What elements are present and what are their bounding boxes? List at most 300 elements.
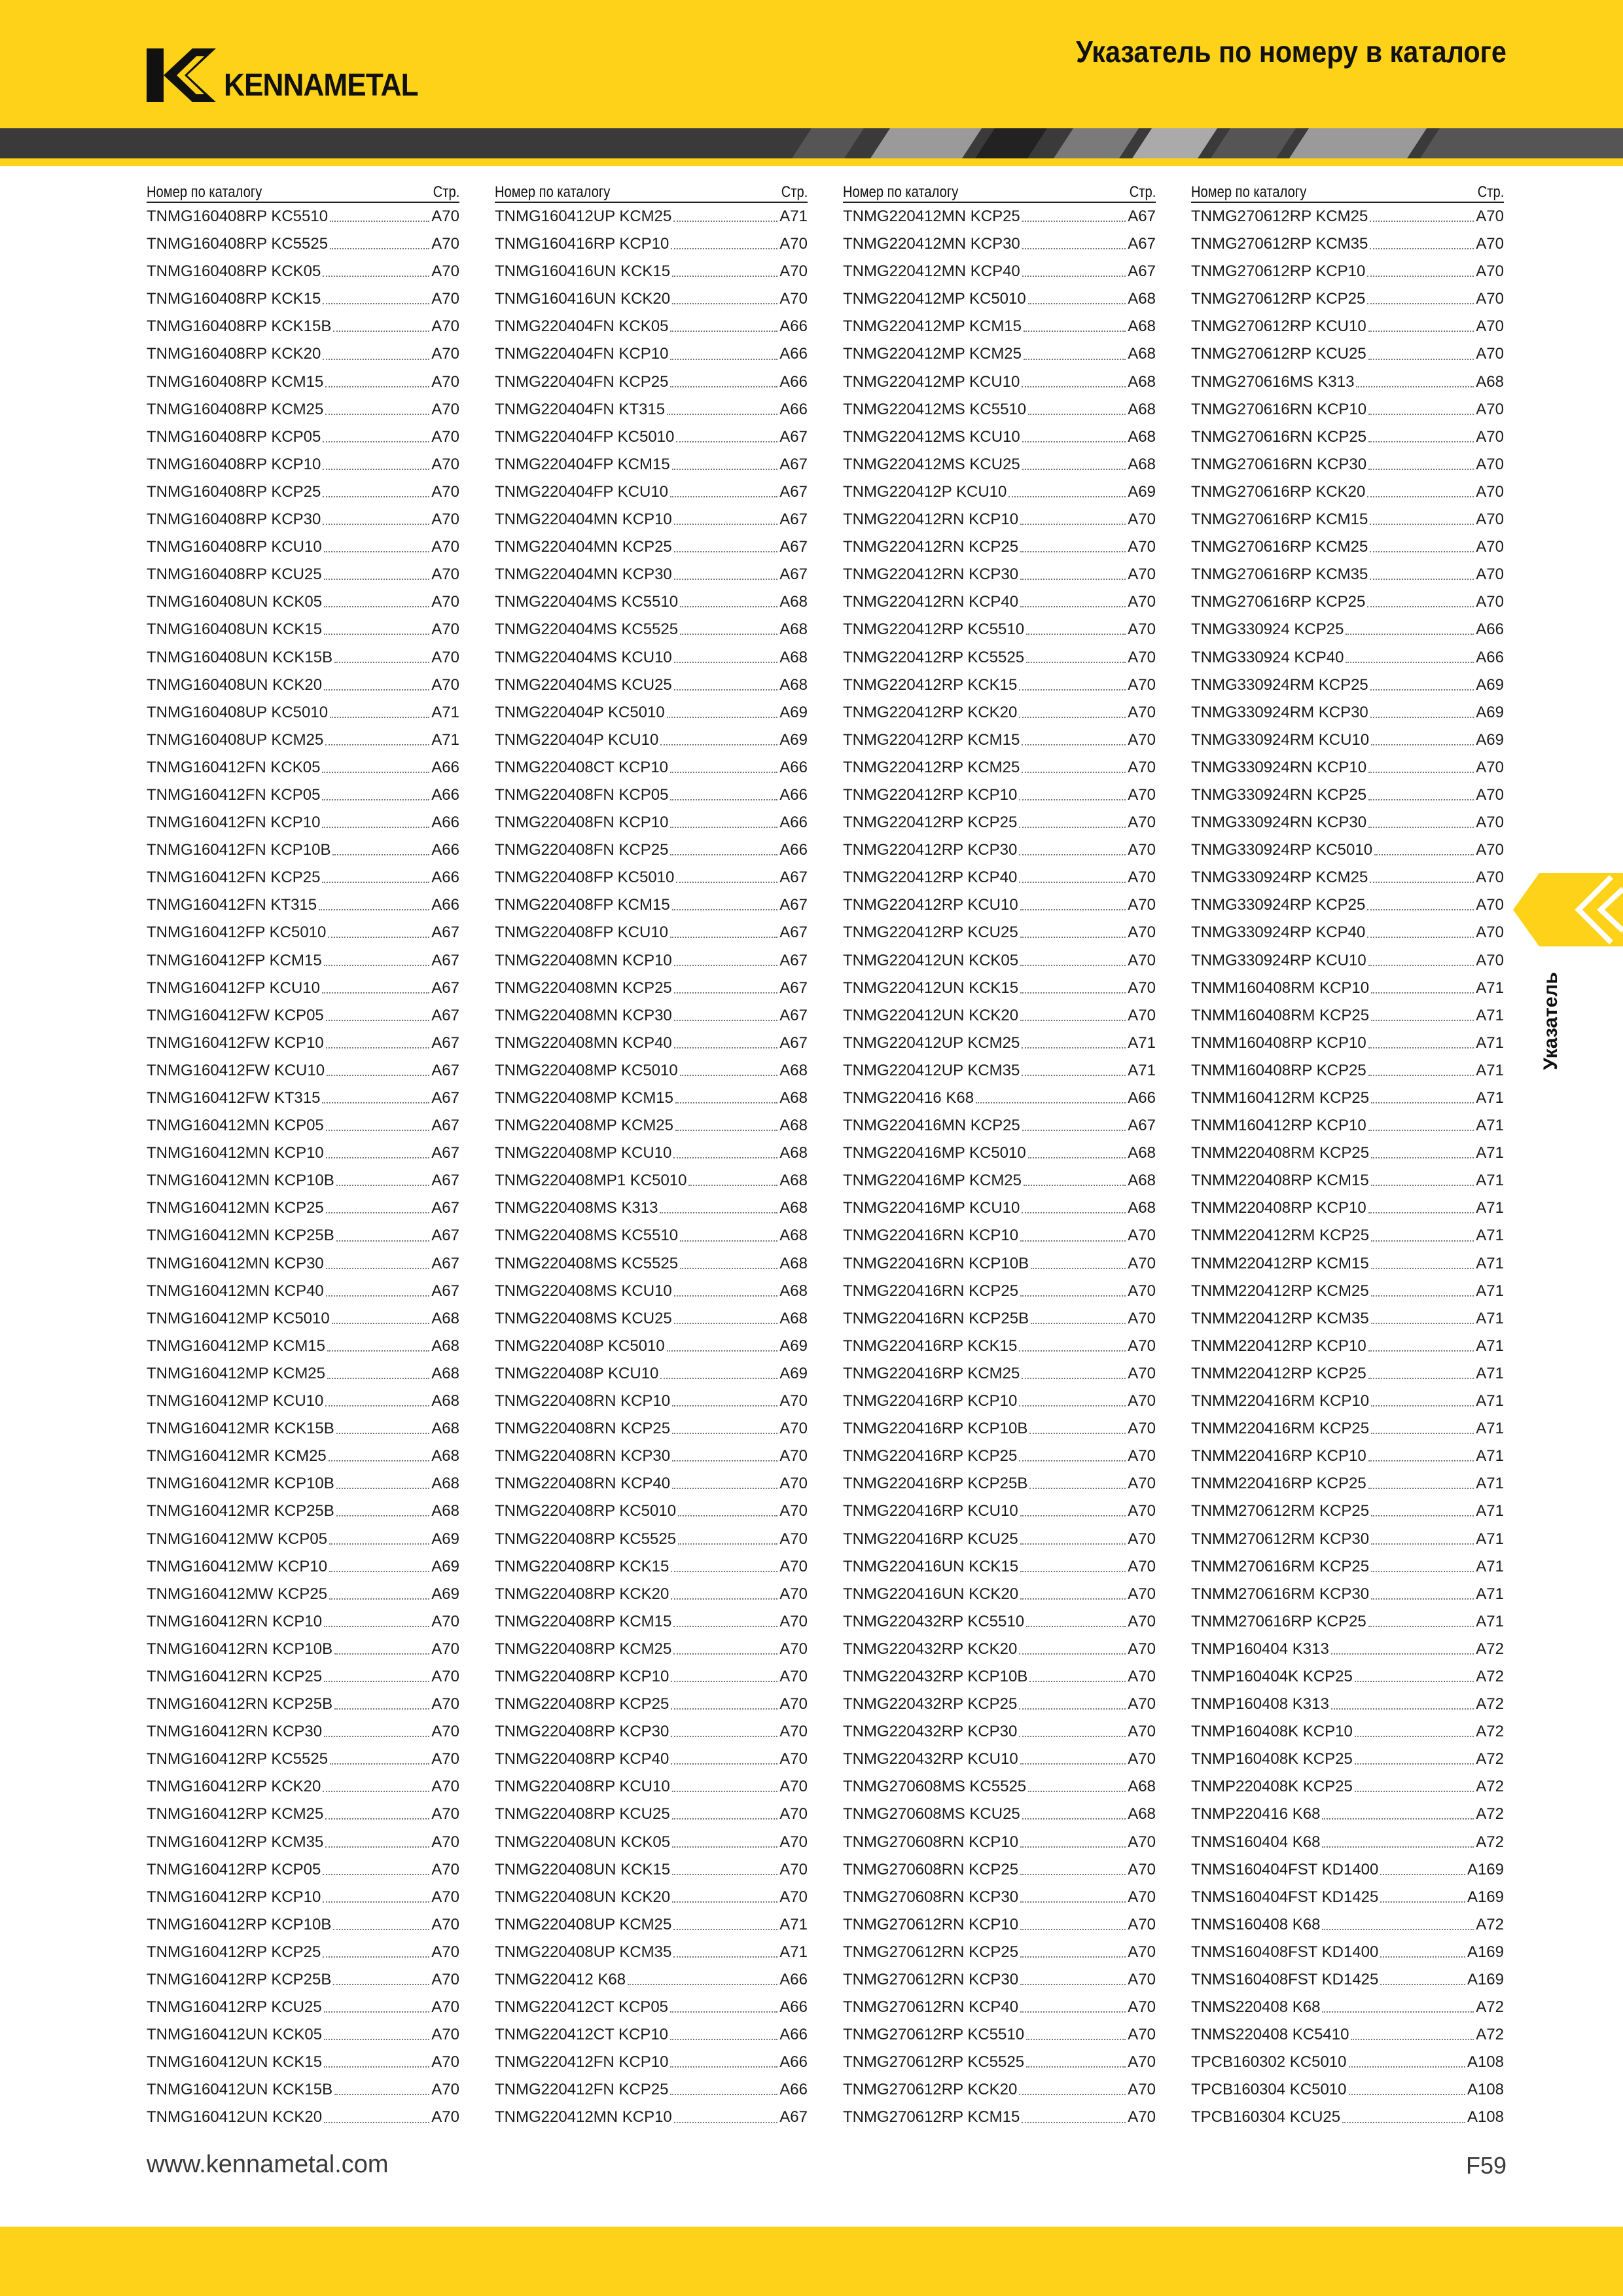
page-reference[interactable]: A70 xyxy=(1128,1364,1156,1382)
page-reference[interactable]: A70 xyxy=(779,1805,808,1823)
page-reference[interactable]: A70 xyxy=(431,620,459,639)
page-reference[interactable]: A70 xyxy=(779,1640,808,1658)
page-reference[interactable]: A70 xyxy=(1476,951,1504,969)
page-reference[interactable]: A66 xyxy=(1128,1089,1156,1107)
page-reference[interactable]: A67 xyxy=(431,1144,459,1162)
catalog-number: TNMG330924RM KCU10 xyxy=(1191,730,1370,749)
page-reference[interactable]: A70 xyxy=(1128,565,1156,584)
page-reference[interactable]: A71 xyxy=(1476,1089,1504,1107)
page-reference[interactable]: A67 xyxy=(779,896,808,914)
page-reference[interactable]: A70 xyxy=(431,2053,459,2072)
page-reference[interactable]: A70 xyxy=(1476,400,1504,418)
page-reference[interactable]: A70 xyxy=(1128,538,1156,556)
page-reference[interactable]: A70 xyxy=(779,1695,808,1713)
page-reference[interactable]: A67 xyxy=(1128,1117,1156,1135)
page-reference[interactable]: A68 xyxy=(779,1282,808,1300)
page-reference[interactable]: A66 xyxy=(779,1971,808,1988)
index-entry xyxy=(147,1581,459,1608)
page-reference[interactable]: A66 xyxy=(779,372,808,391)
catalog-number: TNMG270616MS K313 xyxy=(1191,372,1355,391)
page-reference[interactable]: A70 xyxy=(779,1860,808,1878)
page-reference[interactable]: A68 xyxy=(431,1336,459,1355)
page-reference[interactable]: A70 xyxy=(779,1475,808,1493)
page-reference[interactable]: A72 xyxy=(1476,1778,1504,1796)
page-reference[interactable]: A70 xyxy=(1476,785,1504,804)
page-reference[interactable]: A70 xyxy=(1476,593,1504,611)
page-reference[interactable]: A70 xyxy=(1128,1420,1156,1438)
page-reference[interactable]: A72 xyxy=(1476,1723,1504,1741)
page-reference[interactable]: A66 xyxy=(779,841,808,859)
page-reference[interactable]: A67 xyxy=(431,1006,459,1024)
page-reference[interactable]: A68 xyxy=(431,1502,459,1520)
page-reference[interactable]: A71 xyxy=(1128,1033,1156,1052)
page-reference[interactable]: A70 xyxy=(431,207,459,225)
page-reference[interactable]: A66 xyxy=(779,317,808,336)
page-reference[interactable]: A72 xyxy=(1476,1833,1504,1851)
page-reference[interactable]: A71 xyxy=(1476,1282,1504,1300)
page-reference[interactable]: A71 xyxy=(1476,1557,1504,1575)
page-reference[interactable]: A66 xyxy=(431,841,459,859)
page-reference[interactable]: A70 xyxy=(779,1420,808,1438)
page-reference[interactable]: A68 xyxy=(779,1309,808,1327)
page-reference[interactable]: A70 xyxy=(431,1667,459,1685)
page-reference[interactable]: A68 xyxy=(431,1420,459,1438)
page-reference[interactable]: A70 xyxy=(431,235,459,253)
page-reference[interactable]: A70 xyxy=(431,1998,459,2017)
page-reference[interactable]: A66 xyxy=(431,758,459,776)
page-reference[interactable]: A70 xyxy=(431,455,459,473)
page-reference[interactable]: A69 xyxy=(431,1557,459,1575)
page-reference[interactable]: A68 xyxy=(431,1475,459,1493)
page-reference[interactable]: A70 xyxy=(431,1750,459,1768)
page-reference[interactable]: A71 xyxy=(431,703,459,721)
page-reference[interactable]: A70 xyxy=(431,1915,459,1933)
page-reference[interactable]: A67 xyxy=(779,1006,808,1024)
catalog-number: TNMG220404FN KCP25 xyxy=(495,372,669,391)
dot-leader xyxy=(324,2066,429,2068)
page-reference[interactable]: A71 xyxy=(1476,1447,1504,1465)
index-entry xyxy=(147,533,459,561)
page-reference[interactable]: A68 xyxy=(779,1061,808,1079)
page-reference[interactable]: A70 xyxy=(1128,703,1156,721)
page-reference[interactable]: A72 xyxy=(1476,2026,1504,2044)
page-reference[interactable]: A66 xyxy=(779,2053,808,2072)
page-reference[interactable]: A70 xyxy=(1128,1006,1156,1024)
page-reference[interactable]: A69 xyxy=(1128,482,1156,501)
page-reference[interactable]: A70 xyxy=(431,1833,459,1851)
page-reference[interactable]: A67 xyxy=(779,869,808,887)
page-reference[interactable]: A70 xyxy=(431,427,459,446)
page-reference[interactable]: A70 xyxy=(1128,511,1156,529)
page-reference[interactable]: A70 xyxy=(1128,1502,1156,1520)
page-reference[interactable]: A70 xyxy=(1476,538,1504,556)
page-reference[interactable]: A70 xyxy=(1476,896,1504,914)
page-reference[interactable]: A70 xyxy=(1128,620,1156,639)
page-reference[interactable]: A67 xyxy=(779,455,808,473)
page-reference[interactable]: A68 xyxy=(1128,455,1156,473)
page-reference[interactable]: A70 xyxy=(1128,1309,1156,1327)
page-reference[interactable]: A68 xyxy=(1128,290,1156,308)
page-reference[interactable]: A72 xyxy=(1476,1915,1504,1933)
page-reference[interactable]: A70 xyxy=(431,675,459,694)
page-reference[interactable]: A70 xyxy=(1476,841,1504,859)
page-reference[interactable]: A71 xyxy=(1476,1502,1504,1520)
page-reference[interactable]: A70 xyxy=(1128,1943,1156,1961)
page-reference[interactable]: A108 xyxy=(1467,2108,1504,2126)
page-reference[interactable]: A67 xyxy=(431,1172,459,1190)
page-reference[interactable]: A68 xyxy=(779,1117,808,1135)
page-reference[interactable]: A68 xyxy=(779,1144,808,1162)
page-reference[interactable]: A68 xyxy=(779,1254,808,1272)
page-reference[interactable]: A70 xyxy=(1128,1640,1156,1658)
page-reference[interactable]: A71 xyxy=(1476,1585,1504,1603)
page-reference[interactable]: A66 xyxy=(779,1998,808,2017)
page-reference[interactable]: A67 xyxy=(779,538,808,556)
page-reference[interactable]: A70 xyxy=(1128,1336,1156,1355)
page-reference[interactable]: A70 xyxy=(431,2081,459,2099)
page-reference[interactable]: A66 xyxy=(779,400,808,418)
page-reference[interactable]: A70 xyxy=(1128,730,1156,749)
page-reference[interactable]: A68 xyxy=(779,620,808,639)
index-entry xyxy=(495,864,808,891)
page-reference[interactable]: A68 xyxy=(779,675,808,694)
page-reference[interactable]: A70 xyxy=(779,1530,808,1548)
page-reference[interactable]: A69 xyxy=(1476,730,1504,749)
dot-leader xyxy=(1368,1212,1474,1213)
page-reference[interactable]: A70 xyxy=(431,1695,459,1713)
page-reference[interactable]: A69 xyxy=(431,1530,459,1548)
section-tab-label[interactable] xyxy=(1531,969,1571,1073)
page-reference[interactable]: A68 xyxy=(1128,1199,1156,1217)
page-reference[interactable]: A70 xyxy=(1476,924,1504,942)
page-reference[interactable]: A68 xyxy=(779,593,808,611)
page-reference[interactable]: A70 xyxy=(1476,869,1504,887)
page-reference[interactable]: A70 xyxy=(1476,317,1504,336)
page-reference[interactable]: A67 xyxy=(431,1089,459,1107)
index-entry xyxy=(1191,781,1504,809)
page-reference[interactable]: A70 xyxy=(1128,1915,1156,1933)
page-reference[interactable]: A71 xyxy=(1476,1254,1504,1272)
page-reference[interactable]: A68 xyxy=(779,1227,808,1245)
page-reference[interactable]: A70 xyxy=(431,317,459,336)
page-reference[interactable]: A66 xyxy=(431,814,459,832)
page-reference[interactable]: A70 xyxy=(431,648,459,666)
page-reference[interactable]: A68 xyxy=(1128,1805,1156,1823)
page-reference[interactable]: A70 xyxy=(1128,758,1156,776)
page-reference[interactable]: A70 xyxy=(431,345,459,363)
page-reference[interactable]: A68 xyxy=(1128,1144,1156,1162)
page-reference[interactable]: A70 xyxy=(779,1667,808,1685)
page-reference[interactable]: A66 xyxy=(1476,648,1504,666)
page-reference[interactable]: A70 xyxy=(431,1888,459,1906)
page-reference[interactable]: A70 xyxy=(431,1778,459,1796)
page-reference[interactable]: A67 xyxy=(779,482,808,501)
page-reference[interactable]: A70 xyxy=(779,1585,808,1603)
page-reference[interactable]: A70 xyxy=(1476,814,1504,832)
page-reference[interactable]: A67 xyxy=(431,1254,459,1272)
page-reference[interactable]: A70 xyxy=(1128,1475,1156,1493)
page-reference[interactable]: A71 xyxy=(779,1915,808,1933)
page-reference[interactable]: A70 xyxy=(1128,841,1156,859)
page-reference[interactable]: A70 xyxy=(1476,345,1504,363)
page-reference[interactable]: A66 xyxy=(431,896,459,914)
page-reference[interactable]: A70 xyxy=(431,538,459,556)
index-entry xyxy=(495,1415,808,1443)
page-reference[interactable]: A67 xyxy=(1128,235,1156,253)
page-reference[interactable]: A70 xyxy=(1128,1557,1156,1575)
page-reference[interactable]: A70 xyxy=(431,565,459,584)
page-reference[interactable]: A70 xyxy=(779,290,808,308)
page-reference[interactable]: A68 xyxy=(779,1089,808,1107)
page-reference[interactable]: A71 xyxy=(1476,1364,1504,1382)
page-reference[interactable]: A70 xyxy=(1128,1833,1156,1851)
page-reference[interactable]: A70 xyxy=(779,1833,808,1851)
page-reference[interactable]: A68 xyxy=(1476,372,1504,391)
page-reference[interactable]: A66 xyxy=(779,785,808,804)
dot-leader xyxy=(670,496,777,497)
page-reference[interactable]: A70 xyxy=(431,2108,459,2126)
page-reference[interactable]: A70 xyxy=(1128,593,1156,611)
page-reference[interactable]: A70 xyxy=(779,1447,808,1465)
page-reference[interactable]: A70 xyxy=(1128,1227,1156,1245)
page-reference[interactable]: A70 xyxy=(431,482,459,501)
page-reference[interactable]: A70 xyxy=(1128,1998,1156,2017)
page-reference[interactable]: A70 xyxy=(1128,1860,1156,1878)
page-reference[interactable]: A69 xyxy=(1476,703,1504,721)
page-reference[interactable]: A169 xyxy=(1467,1888,1504,1906)
page-reference[interactable]: A67 xyxy=(1128,207,1156,225)
page-reference[interactable]: A71 xyxy=(1476,1199,1504,1217)
page-reference[interactable]: A71 xyxy=(431,730,459,749)
page-reference[interactable]: A70 xyxy=(1128,675,1156,694)
page-reference[interactable]: A72 xyxy=(1476,1805,1504,1823)
page-reference[interactable]: A71 xyxy=(1476,1475,1504,1493)
page-reference[interactable]: A70 xyxy=(779,235,808,253)
page-reference[interactable]: A70 xyxy=(431,372,459,391)
footer-url[interactable]: www.kennametal.com xyxy=(147,2151,389,2178)
page-reference[interactable]: A71 xyxy=(779,207,808,225)
page-reference[interactable]: A69 xyxy=(779,703,808,721)
page-reference[interactable]: A70 xyxy=(1128,869,1156,887)
page-reference[interactable]: A71 xyxy=(1476,1144,1504,1162)
page-reference[interactable]: A70 xyxy=(431,2026,459,2044)
page-reference[interactable]: A70 xyxy=(1128,2081,1156,2099)
dot-leader xyxy=(1024,331,1126,332)
page-reference[interactable]: A70 xyxy=(1128,951,1156,969)
page-reference[interactable]: A72 xyxy=(1476,1998,1504,2017)
page-reference[interactable]: A108 xyxy=(1467,2053,1504,2072)
page-reference[interactable]: A69 xyxy=(779,1364,808,1382)
page-reference[interactable]: A71 xyxy=(1476,1392,1504,1410)
page-reference[interactable]: A67 xyxy=(779,1033,808,1052)
page-reference[interactable]: A66 xyxy=(1476,620,1504,639)
page-reference[interactable]: A71 xyxy=(1476,1612,1504,1630)
page-reference[interactable]: A67 xyxy=(779,565,808,584)
page-reference[interactable]: A70 xyxy=(1128,978,1156,997)
page-reference[interactable]: A70 xyxy=(431,290,459,308)
page-reference[interactable]: A67 xyxy=(431,924,459,942)
page-reference[interactable]: A169 xyxy=(1467,1971,1504,1988)
page-reference[interactable]: A67 xyxy=(431,1117,459,1135)
page-reference[interactable]: A71 xyxy=(1476,1006,1504,1024)
page-reference[interactable]: A70 xyxy=(1128,924,1156,942)
page-reference[interactable]: A70 xyxy=(779,1392,808,1410)
page-reference[interactable]: A70 xyxy=(1128,1723,1156,1741)
page-reference[interactable]: A68 xyxy=(431,1364,459,1382)
page-reference[interactable]: A70 xyxy=(1128,785,1156,804)
page-reference[interactable]: A70 xyxy=(1128,1667,1156,1685)
page-reference[interactable]: A71 xyxy=(1476,1172,1504,1190)
page-reference[interactable]: A66 xyxy=(779,2026,808,2044)
page-reference[interactable]: A70 xyxy=(1128,1750,1156,1768)
page-reference[interactable]: A70 xyxy=(431,1723,459,1741)
page-reference[interactable]: A71 xyxy=(1476,978,1504,997)
page-reference[interactable]: A66 xyxy=(779,2081,808,2099)
page-reference[interactable]: A69 xyxy=(779,730,808,749)
page-reference[interactable]: A70 xyxy=(431,400,459,418)
page-reference[interactable]: A67 xyxy=(431,1282,459,1300)
page-reference[interactable]: A169 xyxy=(1467,1860,1504,1878)
page-reference[interactable]: A70 xyxy=(1476,427,1504,446)
page-reference[interactable]: A67 xyxy=(431,978,459,997)
page-reference[interactable]: A68 xyxy=(779,648,808,666)
page-reference[interactable]: A71 xyxy=(1476,1309,1504,1327)
page-reference[interactable]: A70 xyxy=(431,1805,459,1823)
page-reference[interactable]: A67 xyxy=(1128,262,1156,281)
page-reference[interactable]: A67 xyxy=(779,427,808,446)
page-reference[interactable]: A70 xyxy=(1128,1695,1156,1713)
page-reference[interactable]: A70 xyxy=(779,1778,808,1796)
page-reference[interactable]: A70 xyxy=(431,1640,459,1658)
page-reference[interactable]: A70 xyxy=(1476,455,1504,473)
page-reference[interactable]: A70 xyxy=(431,1860,459,1878)
page-reference[interactable]: A68 xyxy=(1128,345,1156,363)
page-reference[interactable]: A70 xyxy=(779,262,808,281)
page-reference[interactable]: A71 xyxy=(1476,1061,1504,1079)
section-tab-chevron-icon[interactable] xyxy=(1513,873,1623,946)
page-reference[interactable]: A70 xyxy=(779,1888,808,1906)
page-reference[interactable]: A68 xyxy=(1128,1778,1156,1796)
catalog-number: TNMG220408FP KC5010 xyxy=(495,869,675,887)
page-reference[interactable]: A70 xyxy=(779,1750,808,1768)
page-reference[interactable]: A70 xyxy=(431,511,459,529)
page-reference[interactable]: A68 xyxy=(1128,317,1156,336)
page-reference[interactable]: A67 xyxy=(779,2108,808,2126)
page-reference[interactable]: A70 xyxy=(431,593,459,611)
page-reference[interactable]: A71 xyxy=(1476,1033,1504,1052)
page-reference[interactable]: A66 xyxy=(779,758,808,776)
page-reference[interactable]: A70 xyxy=(779,1502,808,1520)
page-reference[interactable]: A67 xyxy=(431,1033,459,1052)
page-reference[interactable]: A70 xyxy=(1476,758,1504,776)
page-reference[interactable]: A70 xyxy=(1476,290,1504,308)
page-reference[interactable]: A67 xyxy=(431,1199,459,1217)
page-reference[interactable]: A70 xyxy=(431,1971,459,1988)
page-reference[interactable]: A70 xyxy=(1476,482,1504,501)
page-reference[interactable]: A70 xyxy=(1128,2053,1156,2072)
page-reference[interactable]: A68 xyxy=(1128,372,1156,391)
page-reference[interactable]: A68 xyxy=(431,1309,459,1327)
page-reference[interactable]: A70 xyxy=(1128,1971,1156,1988)
page-reference[interactable]: A66 xyxy=(779,345,808,363)
catalog-number: TNMG220416RN KCP10 xyxy=(843,1227,1019,1245)
page-reference[interactable]: A71 xyxy=(1476,1227,1504,1245)
page-reference[interactable]: A70 xyxy=(1476,565,1504,584)
page-reference[interactable]: A67 xyxy=(779,978,808,997)
page-reference[interactable]: A70 xyxy=(1128,896,1156,914)
page-reference[interactable]: A68 xyxy=(779,1172,808,1190)
page-reference[interactable]: A108 xyxy=(1467,2081,1504,2099)
page-reference[interactable]: A72 xyxy=(1476,1667,1504,1685)
page-reference[interactable]: A67 xyxy=(431,1061,459,1079)
page-reference[interactable]: A70 xyxy=(779,1557,808,1575)
page-reference[interactable]: A68 xyxy=(779,1199,808,1217)
page-reference[interactable]: A70 xyxy=(779,1723,808,1741)
page-reference[interactable]: A70 xyxy=(431,1612,459,1630)
page-reference[interactable]: A66 xyxy=(431,869,459,887)
page-reference[interactable]: A67 xyxy=(431,951,459,969)
page-reference[interactable]: A67 xyxy=(779,511,808,529)
page-reference[interactable]: A68 xyxy=(1128,1172,1156,1190)
page-reference[interactable]: A71 xyxy=(1476,1420,1504,1438)
page-reference[interactable]: A70 xyxy=(1128,1254,1156,1272)
page-reference[interactable]: A67 xyxy=(431,1227,459,1245)
page-reference[interactable]: A68 xyxy=(1128,400,1156,418)
page-reference[interactable]: A70 xyxy=(1128,814,1156,832)
page-reference[interactable]: A70 xyxy=(1128,1888,1156,1906)
page-reference[interactable]: A71 xyxy=(1476,1530,1504,1548)
page-reference[interactable]: A69 xyxy=(1476,675,1504,694)
page-reference[interactable]: A70 xyxy=(1128,1585,1156,1603)
page-reference[interactable]: A71 xyxy=(1476,1117,1504,1135)
page-reference[interactable]: A71 xyxy=(1476,1336,1504,1355)
page-reference[interactable]: A69 xyxy=(779,1336,808,1355)
page-reference[interactable]: A68 xyxy=(431,1392,459,1410)
page-reference[interactable]: A70 xyxy=(1476,235,1504,253)
page-reference[interactable]: A66 xyxy=(431,785,459,804)
dot-leader xyxy=(673,1626,777,1627)
page-reference[interactable]: A70 xyxy=(1128,1282,1156,1300)
page-reference[interactable]: A68 xyxy=(1128,427,1156,446)
catalog-number: TNMG160408UN KCK15 xyxy=(147,620,323,639)
page-reference[interactable]: A169 xyxy=(1467,1943,1504,1961)
page-reference[interactable]: A72 xyxy=(1476,1640,1504,1658)
page-reference[interactable]: A69 xyxy=(431,1585,459,1603)
page-reference[interactable]: A72 xyxy=(1476,1750,1504,1768)
page-reference[interactable]: A70 xyxy=(431,262,459,281)
page-reference[interactable]: A67 xyxy=(779,924,808,942)
page-reference[interactable]: A70 xyxy=(1476,262,1504,281)
page-reference[interactable]: A70 xyxy=(1128,2108,1156,2126)
page-reference[interactable]: A70 xyxy=(1128,1447,1156,1465)
page-reference[interactable]: A68 xyxy=(431,1447,459,1465)
page-reference[interactable]: A70 xyxy=(1476,511,1504,529)
page-reference[interactable]: A70 xyxy=(1128,648,1156,666)
page-reference[interactable]: A72 xyxy=(1476,1695,1504,1713)
page-reference[interactable]: A71 xyxy=(779,1943,808,1961)
page-reference[interactable]: A67 xyxy=(779,951,808,969)
page-reference[interactable]: A70 xyxy=(1128,1530,1156,1548)
page-reference[interactable]: A70 xyxy=(1476,207,1504,225)
page-reference[interactable]: A70 xyxy=(779,1612,808,1630)
page-reference[interactable]: A70 xyxy=(1128,2026,1156,2044)
page-reference[interactable]: A66 xyxy=(779,814,808,832)
page-reference[interactable]: A70 xyxy=(431,1943,459,1961)
catalog-number: TNMG270616RP KCK20 xyxy=(1191,482,1366,501)
page-reference[interactable]: A71 xyxy=(1128,1061,1156,1079)
page-reference[interactable]: A70 xyxy=(1128,1612,1156,1630)
page-reference[interactable]: A70 xyxy=(1128,1392,1156,1410)
